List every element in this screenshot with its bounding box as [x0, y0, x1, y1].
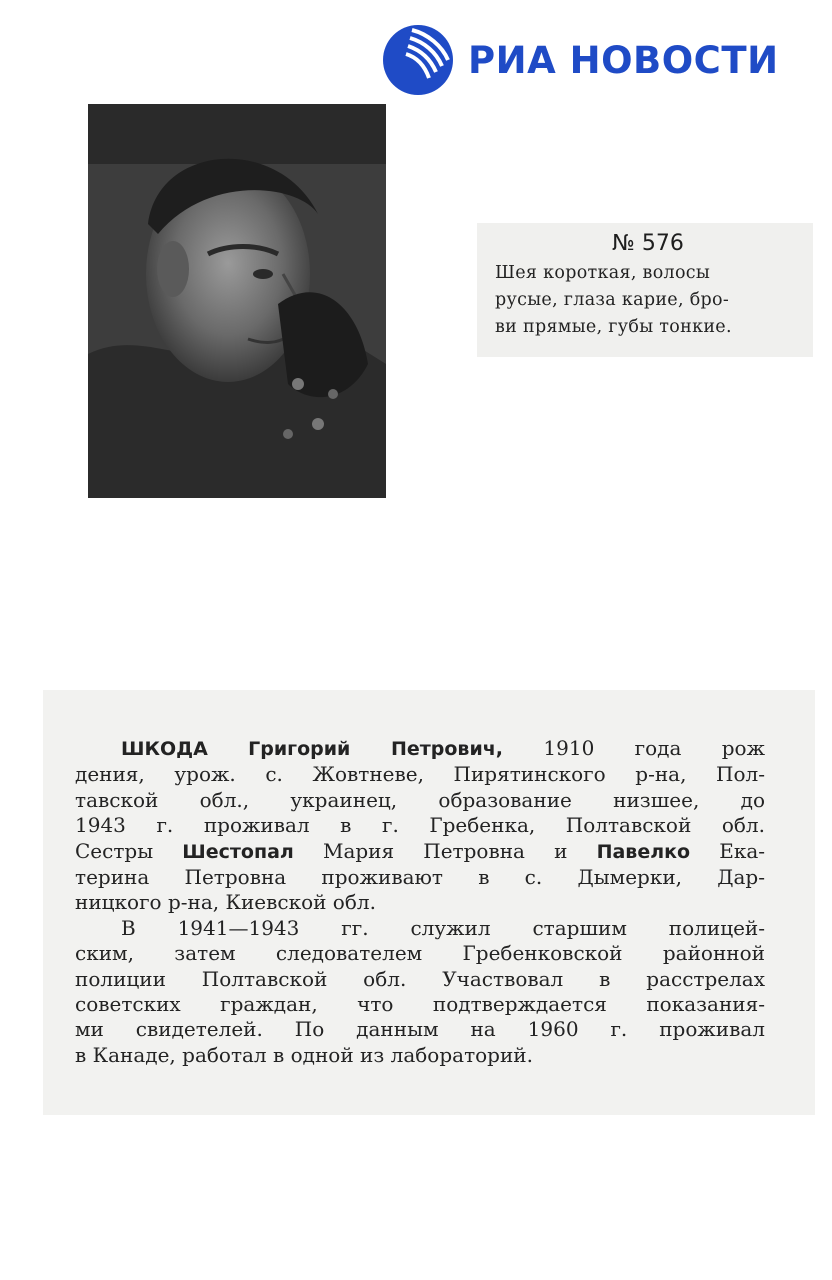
caption-line: русые, глаза карие, бро-: [495, 290, 730, 310]
bio-line: ским, затем следователем Гребенковской районной: [75, 941, 765, 966]
surname: ШКОДА: [121, 738, 208, 760]
bio-line: терина Петровна проживают в с. Дымерки, Дар-: [75, 865, 765, 890]
bio-text: Сестры: [75, 838, 154, 863]
sister-surname: Шестопал: [182, 840, 294, 863]
bio-line: советских граждан, что подтверждается показания-: [75, 992, 765, 1017]
bio-line: дения, урож. с. Жовтневе, Пирятинского р-на, Пол-: [75, 762, 765, 787]
bio-line: тавской обл., украинец, образование низшее, до: [75, 787, 765, 812]
bio-line: 1943 г. проживал в г. Гребенка, Полтавской обл.: [75, 813, 765, 838]
caption-line: Шея короткая, волосы: [495, 263, 711, 283]
given-name: Григорий Петрович,: [248, 738, 504, 760]
portrait-photo: [88, 104, 386, 498]
description-caption: [477, 223, 813, 357]
bio-line: ницкого р-на, Киевской обл.: [75, 890, 376, 915]
bio-text: 1910 года рож: [543, 736, 765, 760]
globe-logo-icon: [382, 24, 454, 96]
logo-text: РИА НОВОСТИ: [468, 38, 779, 82]
bio-line: В 1941—1943 гг. служил старшим полицей-: [121, 915, 765, 940]
ria-novosti-logo: [382, 24, 779, 96]
record-number: № 576: [612, 231, 684, 256]
bio-line: [75, 839, 765, 865]
bio-text: Мария Петровна и: [322, 838, 568, 863]
bio-line: полиции Полтавской обл. Участвовал в расстрелах: [75, 966, 765, 991]
bio-line: ми свидетелей. По данным на 1960 г. проживал: [75, 1017, 765, 1042]
portrait-image: [88, 104, 386, 498]
bio-line: в Канаде, работал в одной из лабораторий.: [75, 1042, 533, 1067]
bio-line: [75, 736, 765, 762]
bio-text: Ека-: [719, 838, 765, 863]
biography-text: [43, 690, 815, 1115]
sister-surname: Павелко: [596, 840, 691, 863]
caption-line: ви прямые, губы тонкие.: [495, 317, 732, 337]
